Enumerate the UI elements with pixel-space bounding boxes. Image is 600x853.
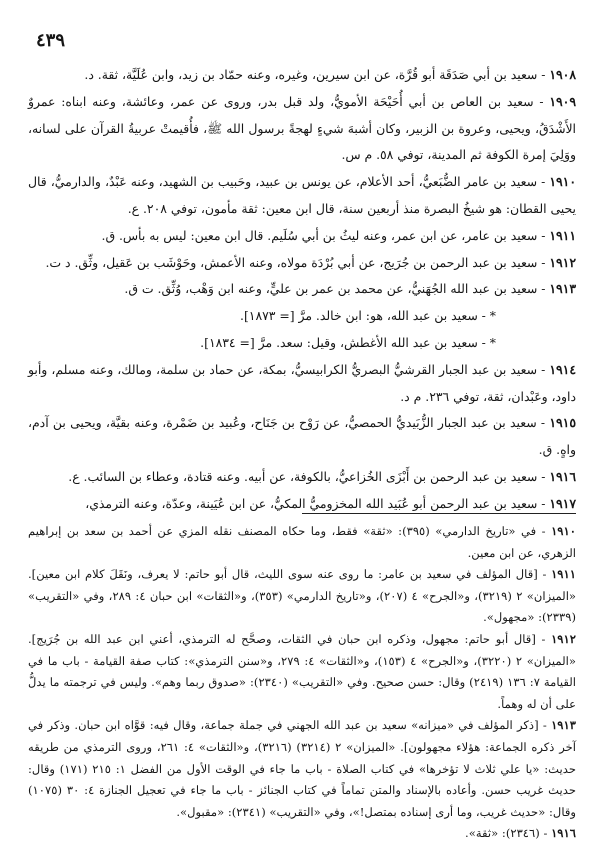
entry-text: * - سعيد بن عبد الله الأغطش، وقيل: سعد. مرَّ [= ١٨٣٤]. (200, 334, 496, 350)
entry-text: * - سعيد بن عبد الله، هو: ابن خالد. مرَّ [= ١٨٧٣]. (240, 308, 496, 324)
entry-1916 (28, 464, 576, 491)
entry-number: ١٩١٠ (549, 174, 576, 190)
entry-text: - سعيد بن عبد الجبار الزُّبَيديُّ الحمصيُّ، عن رَوْح بن جَنَاح، وعُبيد بن ضَمْرة، وعنه بقيَّة، ويحيى بن آدم، واهٍ. ق. (28, 415, 576, 458)
entry-text: - سعيد بن عبد الرحمن بن أَبْزَى الخُزاعيُّ، بالكوفة، عن أبيه. وعنه قتادة، وعطاء بن السائب. ع. (68, 468, 550, 484)
entry-number: ١٩١٤ (549, 361, 576, 377)
entry-1911 (28, 223, 576, 250)
entry-1913 (28, 276, 576, 303)
footnote-1910 (28, 521, 576, 564)
entry-number: ١٩١٢ (549, 254, 576, 270)
entry-text: - سعيد بن العاص بن أبي أُحَيْحَة الأمويُّ، ولد قبل بدر، وروى عن عمر، وعائشة، وعنه ابناه: عمروٌ الأَشْدَقُ، ويحيى، وعروة بن الزبير، وكان أشبهَ شيءٍ لهجةً برسول الله ﷺ، فأُقيمتْ عربيةُ القرآن على لسانه، ووَلِيَ إمرة الكوفة ثم المدينة، توفي ٥٨. م س. (28, 93, 576, 163)
entry-number: ١٩١٧ (549, 495, 576, 511)
footnote-number: ١٩١٠ (551, 524, 576, 538)
footnote-1912 (28, 629, 576, 715)
entry-1908 (28, 62, 576, 89)
footnote-1911 (28, 564, 576, 629)
entry-text: - سعيد بن عبد الله الجُهَنيُّ، عن محمد بن عمر بن عليٍّ، وعنه ابن وَهْب، وُثِّق. ت ق. (124, 281, 550, 297)
entry-1910 (28, 169, 576, 223)
entry-1912 (28, 250, 576, 277)
footnote-text: - في «تاريخ الدارمي» (٣٩٥): «ثقة» فقط، وما حكاه المصنف نقله المزي عن أحمد بن سعد بن إبراهيم الزهري، عن ابن معين. (28, 524, 576, 560)
entry-number: ١٩١٦ (549, 468, 576, 484)
footnote-divider (302, 513, 576, 514)
entry-text: - سعيد بن عامر الضُّبَعيُّ، أحد الأعلام، عن يونس بن عبيد، وحَبيب بن الشهيد، وعنه عَبْدٌ، والدارميُّ، قال يحيى القطان: هو شيخُ البصرة منذ أربعين سنة، قال ابن معين: ثقة مأمون، توفي ٢٠٨. ع. (28, 174, 576, 216)
entry-1914 (28, 357, 576, 411)
footnote-1916 (28, 823, 576, 845)
cross-reference-entry (28, 303, 576, 330)
footnote-text: - [ذكر المؤلف في «ميزانه» سعيد بن عبد الله الجهني في جملة جماعة، وقال فيه: قوَّاه ابن حبان. وذكر في آخر ذكره الجماعة: هؤلاء مجهولون]. «الميزان» ٢ (٣٢١٤) (٣٢١٦)، و«الثقات» ٤: ٢٦١، وروى الترمذي من طريقه حديث: «يا علي ثلاث لا تؤخرها» في كتاب الصلاة - باب ما جاء في الوقت الأول من الفضل ١: ٢١٥ (١٧١) وقال: حديث غريب حسن. وأعاده بالإسناد والمتن تماماً في كتاب الجنائز - باب ما جاء في تعجيل الجنازة ٤: ٣٠ (١٠٧٥) وقال: «حديث غريب، وما أرى إسناده بمتصل!»، وفي «التقريب» (٢٣٤١): «مقبول». (28, 718, 576, 819)
footnote-number: ١٩١٣ (551, 718, 576, 733)
entry-text: - سعيد بن عبد الرحمن أبو عُبَيد الله المخزوميُّ المكيُّ، عن ابن عُيَينة، وعدّة، وعنه الترمذي، (85, 495, 550, 511)
cross-reference-entry (28, 330, 576, 357)
entry-1909 (28, 89, 576, 169)
footnotes (28, 521, 576, 845)
entry-number: ١٩١٣ (549, 281, 576, 297)
footnote-text: - (٢٣٤٦): «ثقة». (465, 826, 552, 841)
footnote-number: ١٩١٦ (551, 826, 576, 841)
entry-text: - سعيد بن عامر، عن ابن عمر، وعنه ليثُ بن أبي سُلَيم. قال ابن معين: ليس به بأس. ق. (101, 227, 550, 243)
main-text (28, 62, 576, 518)
entry-number: ١٩٠٨ (549, 67, 576, 82)
footnote-number: ١٩١٢ (551, 631, 576, 646)
footnote-number: ١٩١١ (551, 567, 576, 582)
entry-number: ١٩١١ (549, 227, 576, 243)
entry-text: - سعيد بن أبي صَدَقَة أبو قُرَّة، عن ابن سيرين، وغيره، وعنه حمّاد بن زيد، وابن عُلَيَّة، ثقة. د. (84, 67, 550, 82)
entry-number: ١٩١٥ (549, 415, 576, 431)
entry-text: - سعيد بن عبد الرحمن بن جُرَيج، عن أبي بُرْدَة مولاه، وعنه الأعمش، وحَوْشَب بن عَقيل، وثِّق. د ت. (45, 254, 550, 270)
entry-1915 (28, 410, 576, 464)
entry-text: - سعيد بن عبد الجبار القرشيُّ البصريُّ الكرابيسيُّ، بمكة، عن حماد بن سلمة، ومالك، وعنه مسلم، وأبو داود، وعَبْدان، ثقة، توفي ٢٣٦. م د. (28, 361, 576, 404)
footnote-text: - [قال المؤلف في سعيد بن عامر: ما روى عنه سوى الليث، قال أبو حاتم: لا يعرف، ونَقَلَ كلام ابن معين]. «الميزان» ٢ (٣٢١٩)، و«الجرح» ٤ (٢٠٧)، و«تاريخ الدارمي» (٣٥٣)، و«الثقات» ابن حبان ٤: ٢٨٩، وفي «التقريب» (٢٣٣٩): «مجهول». (28, 567, 577, 625)
footnote-1913 (28, 715, 576, 823)
footnote-text: - [قال أبو حاتم: مجهول، وذكره ابن حبان في الثقات، وصحَّح له الترمذي، أعني ابن عبد الله بن جُرَيج]. «الميزان» ٢ (٣٢٢٠)، و«الجرح» ٤ (١٥٣)، و«الثقات» ٤: ٢٧٩، و«سنن الترمذي»: كتاب صفة القيامة - باب ما في القيامة ٧: ١٣٦ (٢٤١٩) وقال: حسن صحيح. وفي «التقريب» (٢٣٤٠): «صدوق ربما وهم». وليس في ترجمته ما يدلُّ على أن له وهماً. (28, 631, 577, 711)
entry-number: ١٩٠٩ (549, 93, 576, 109)
page-number: ٤٣٩ (36, 30, 66, 51)
